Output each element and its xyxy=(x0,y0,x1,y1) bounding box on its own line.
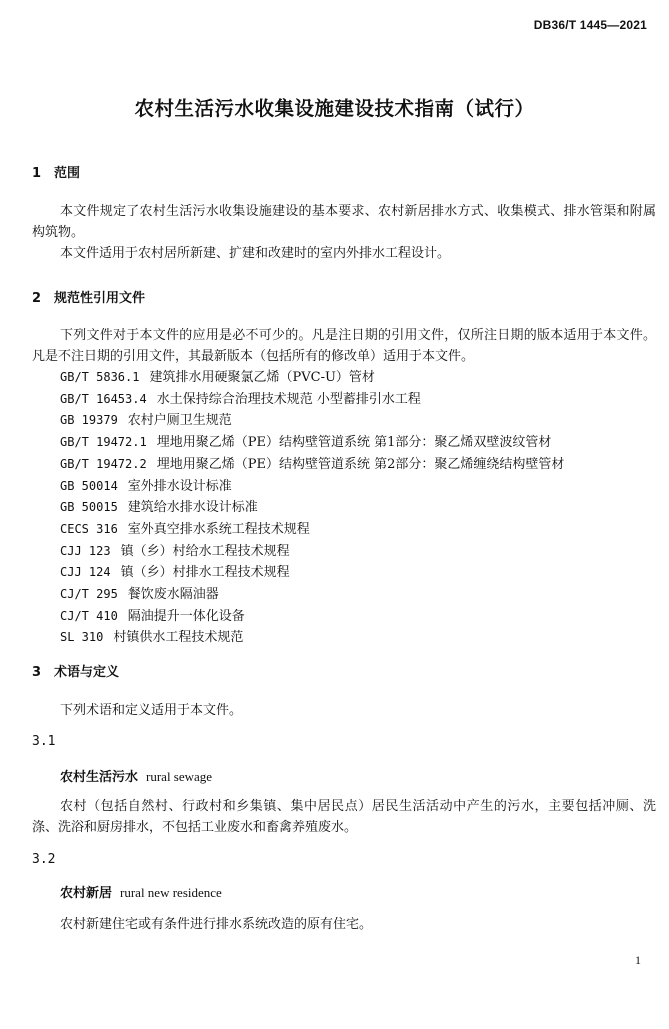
term-definition: 农村（包括自然村、行政村和乡集镇、集中居民点）居民生活活动中产生的污水，主要包括冲厕、洗涤、洗浴和厨房排水，不包括工业废水和畜禽养殖废水。 xyxy=(32,799,656,835)
section-1-paragraph-1: 本文件规定了农村生活污水收集设施建设的基本要求、农村新居排水方式、收集模式、排水管渠和附属构筑物。 xyxy=(32,204,656,240)
section-2-intro: 下列文件对于本文件的应用是必不可少的。凡是注日期的引用文件，仅所注日期的版本适用于本文件。凡是不注日期的引用文件，其最新版本（包括所有的修改单）适用于本文件。 xyxy=(32,328,656,364)
reference-item xyxy=(60,497,564,519)
reference-name: 水土保持综合治理技术规范 小型蓄排引水工程 xyxy=(156,391,421,407)
reference-code: CECS 316 xyxy=(60,521,118,536)
section-3-intro: 下列术语和定义适用于本文件。 xyxy=(60,703,243,718)
term-definition: 农村新建住宅或有条件进行排水系统改造的原有住宅。 xyxy=(60,917,373,932)
term-english: rural sewage xyxy=(146,769,213,784)
section-1-paragraph-2: 本文件适用于农村居所新建、扩建和改建时的室内外排水工程设计。 xyxy=(60,246,451,261)
reference-code: GB 19379 xyxy=(60,413,118,428)
reference-name: 餐饮废水隔油器 xyxy=(127,587,219,603)
reference-item xyxy=(60,410,564,432)
section-number: 1 xyxy=(32,166,42,181)
section-number: 2 xyxy=(32,291,42,306)
reference-code: SL 310 xyxy=(60,630,104,645)
reference-name: 室外真空排水系统工程技术规程 xyxy=(127,521,310,537)
section-3-heading xyxy=(32,661,119,680)
document-title: 农村生活污水收集设施建设技术指南（试行） xyxy=(134,97,535,120)
reference-name: 埋地用聚乙烯（PE）结构壁管道系统 第1部分：聚乙烯双壁波纹管材 xyxy=(156,435,552,451)
reference-name: 埋地用聚乙烯（PE）结构壁管道系统 第2部分：聚乙烯缠绕结构壁管材 xyxy=(156,456,565,472)
reference-code: GB 50015 xyxy=(60,500,118,515)
reference-item xyxy=(60,606,564,628)
reference-code: CJ/T 410 xyxy=(60,608,118,623)
reference-item xyxy=(60,519,564,541)
reference-name: 镇（乡）村排水工程技术规程 xyxy=(120,565,290,581)
clause-number: 3.2 xyxy=(32,852,56,867)
reference-item xyxy=(60,562,564,584)
standard-code: DB36/T 1445—2021 xyxy=(533,18,647,32)
reference-name: 镇（乡）村给水工程技术规程 xyxy=(120,543,290,559)
section-2-heading xyxy=(32,287,145,306)
reference-name: 村镇供水工程技术规范 xyxy=(113,630,244,646)
reference-name: 建筑排水用硬聚氯乙烯（PVC-U）管材 xyxy=(149,370,375,385)
section-title: 术语与定义 xyxy=(54,665,120,680)
reference-code: GB 50014 xyxy=(60,478,118,493)
reference-code: GB/T 19472.2 xyxy=(60,456,147,471)
section-1-heading xyxy=(32,162,80,181)
section-title: 范围 xyxy=(54,166,81,181)
reference-item xyxy=(60,476,564,498)
reference-code: CJJ 123 xyxy=(60,543,111,558)
section-number: 3 xyxy=(32,665,42,680)
term-entry xyxy=(60,882,222,901)
term-chinese: 农村新居 xyxy=(60,886,113,901)
reference-item xyxy=(60,454,564,476)
page-number: 1 xyxy=(635,953,641,967)
reference-name: 室外排水设计标准 xyxy=(127,478,232,494)
reference-item xyxy=(60,367,564,389)
reference-code: GB/T 5836.1 xyxy=(60,370,140,384)
reference-code: CJJ 124 xyxy=(60,565,111,580)
reference-item xyxy=(60,584,564,606)
reference-name: 隔油提升一体化设备 xyxy=(127,608,245,624)
reference-list xyxy=(60,367,564,649)
reference-name: 建筑给水排水设计标准 xyxy=(127,500,258,516)
clause-number: 3.1 xyxy=(32,734,56,749)
reference-code: GB/T 16453.4 xyxy=(60,391,147,406)
reference-name: 农村户厕卫生规范 xyxy=(127,413,232,429)
reference-item xyxy=(60,541,564,563)
term-entry xyxy=(60,766,212,785)
reference-item xyxy=(60,432,564,454)
reference-item xyxy=(60,627,564,649)
section-title: 规范性引用文件 xyxy=(54,291,146,306)
term-english: rural new residence xyxy=(120,885,222,900)
term-chinese: 农村生活污水 xyxy=(60,770,139,785)
reference-item xyxy=(60,389,564,411)
reference-code: CJ/T 295 xyxy=(60,587,118,602)
reference-code: GB/T 19472.1 xyxy=(60,435,147,450)
